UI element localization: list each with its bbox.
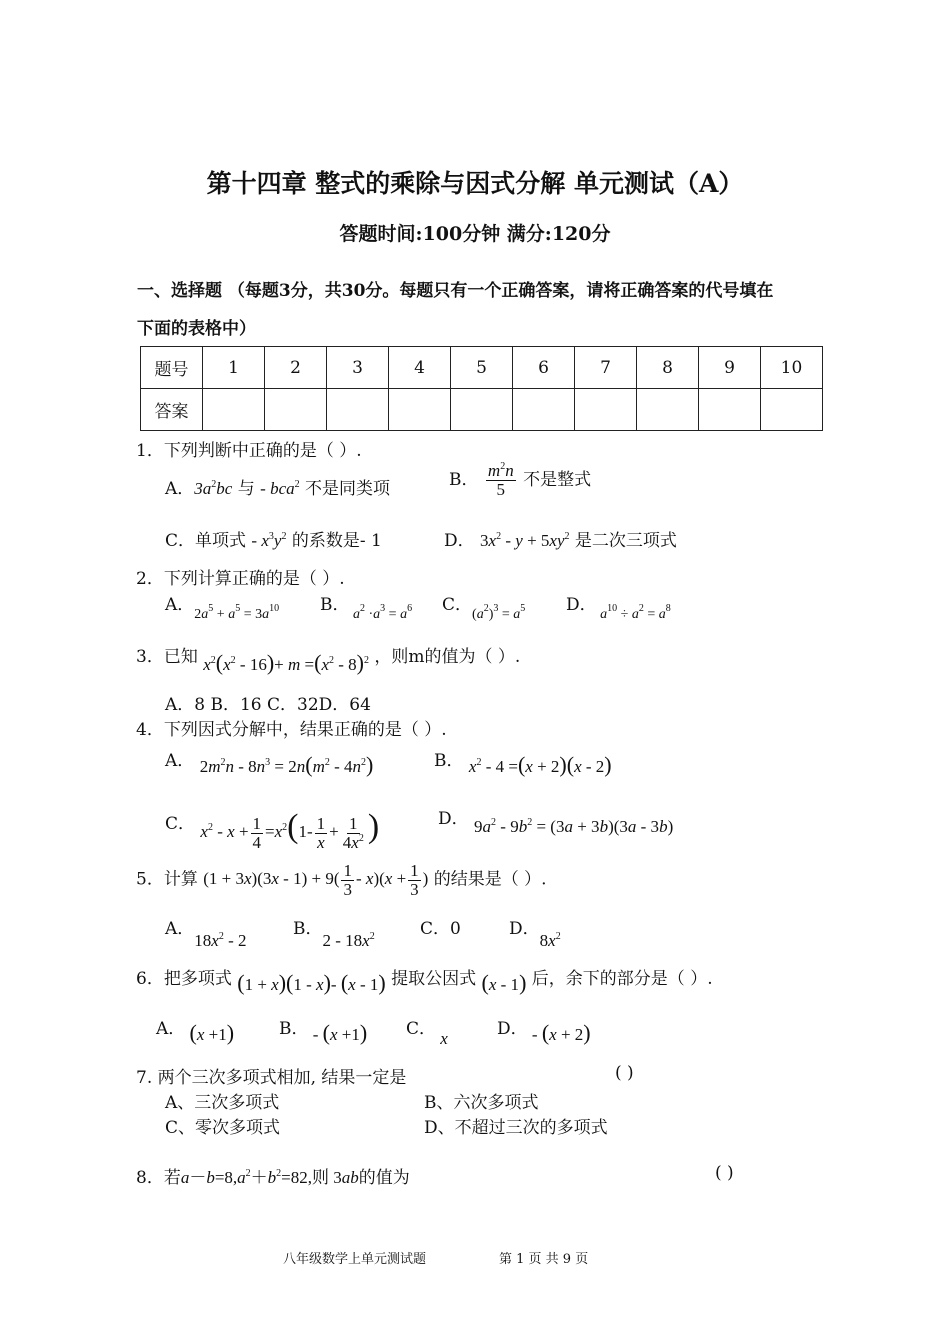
q5-option-b: B．$2 - 18x^2$ xyxy=(293,919,375,950)
q6-option-b: B． - (x +1) xyxy=(279,1019,368,1045)
q5-stem: 5．计算 (1 + 3x)(3x - 1) + 9( $\frac{1}{3}$ - x)(x + $\frac{1}{3}$ ) 的结果是（ ）. xyxy=(136,861,547,899)
q7-option-d: D、不超过三次的多项式 xyxy=(424,1118,608,1138)
q6-option-c: C． x xyxy=(406,1019,448,1048)
q7-answer-paren: ( ) xyxy=(615,1063,634,1083)
q4-stem: 4．下列因式分解中，结果正确的是（ ）. xyxy=(136,720,447,740)
col-number: 1 xyxy=(203,347,265,389)
col-number: 4 xyxy=(389,347,451,389)
col-number: 9 xyxy=(699,347,761,389)
q2-option-b: B． $_{a^2 \cdot a^3 = a^6}$ xyxy=(320,595,413,622)
q7-option-a: A、三次多项式 xyxy=(165,1093,280,1113)
q1-option-c: C．单项式 - $x^3y^2$ 的系数是- 1 xyxy=(165,531,382,551)
q1-option-d: D． $3x^2 - y + 5xy^2$ 是二次三项式 xyxy=(444,531,677,551)
q7-option-c: C、零次多项式 xyxy=(165,1118,281,1138)
q4-option-a: A． $2m^2n - 8n^3 = 2n(m^2 - 4n^2)$ xyxy=(165,751,374,777)
q6-option-d: D． - (x + 2) xyxy=(497,1019,591,1045)
q7-option-b: B、六次多项式 xyxy=(424,1093,539,1113)
q4-option-b: B． $x^2 - 4 =(x + 2)(x - 2)$ xyxy=(434,751,612,777)
row-label-answer: 答案 xyxy=(141,389,203,431)
q2-stem: 2．下列计算正确的是（ ）. xyxy=(136,569,345,589)
col-number: 3 xyxy=(327,347,389,389)
footer-page-number: 第 1 页 共 9 页 xyxy=(499,1252,589,1267)
q3-stem: 3．已知 $x^2(x^2 - 16)+ m =(x^2 - 8)^2$ ，则m的值为（ ）. xyxy=(136,647,521,675)
answer-cell[interactable] xyxy=(575,389,637,431)
q2-option-a: A．$_{2a^5 + a^5 = 3a^{10}}$ xyxy=(165,595,280,622)
answer-table xyxy=(140,346,823,431)
q8-stem: 8．若$a-b=8,a^2+b^2=82$,则 3ab的值为 xyxy=(136,1168,410,1188)
answer-cell[interactable] xyxy=(513,389,575,431)
q5-option-a: A．$18x^2 - 2$ xyxy=(165,919,247,950)
q2-option-d: D． $_{a^{10} \div a^2 = a^8}$ xyxy=(566,595,671,622)
section-heading-line1: 一、选择题 （每题3分，共30分。每题只有一个正确答案，请将正确答案的代号填在 xyxy=(137,281,774,301)
q5-option-c: C．0 xyxy=(420,919,461,939)
q6-stem: 6．把多项式 (1 + x)(1 - x)- (x - 1) 提取公因式 (x - 1) 后，余下的部分是（ ）. xyxy=(136,969,713,995)
col-number: 2 xyxy=(265,347,327,389)
q4-option-d: D． $9a^2 - 9b^2 = (3a + 3b)(3a - 3b)$ xyxy=(438,809,674,836)
page-title: 第十四章 整式的乘除与因式分解 单元测试（A） xyxy=(206,169,744,198)
answer-cell[interactable] xyxy=(761,389,823,431)
page-subtitle: 答题时间:100分钟 满分:120分 xyxy=(339,223,611,245)
col-number: 6 xyxy=(513,347,575,389)
answer-cell[interactable] xyxy=(203,389,265,431)
answer-table-answer-row xyxy=(141,389,823,431)
col-number: 7 xyxy=(575,347,637,389)
q1-stem: 1．下列判断中正确的是（ ）. xyxy=(136,441,362,461)
answer-cell[interactable] xyxy=(327,389,389,431)
q1-option-b: B． $\frac{m^2n}{5}$ 不是整式 xyxy=(449,461,592,499)
answer-cell[interactable] xyxy=(389,389,451,431)
answer-cell[interactable] xyxy=(265,389,327,431)
row-label-number: 题号 xyxy=(141,347,203,389)
answer-cell[interactable] xyxy=(699,389,761,431)
q8-answer-paren: ( ) xyxy=(715,1163,734,1183)
q7-stem: 7. 两个三次多项式相加, 结果一定是 xyxy=(136,1068,407,1088)
footer-title: 八年级数学上单元测试题 xyxy=(283,1252,427,1267)
q3-options: A．8 B．16 C．32D．64 xyxy=(165,695,371,715)
col-number: 5 xyxy=(451,347,513,389)
q1-option-a: A．$3a^2bc$ 与 - bca$^2$ 不是同类项 xyxy=(165,479,391,499)
answer-cell[interactable] xyxy=(451,389,513,431)
col-number: 10 xyxy=(761,347,823,389)
col-number: 8 xyxy=(637,347,699,389)
answer-table-header-row xyxy=(141,347,823,389)
q5-option-d: D．$8x^2$ xyxy=(509,919,561,950)
q6-option-a: A． (x +1) xyxy=(156,1019,235,1045)
q4-option-c: C． $x^2$ - x + $\frac{1}{4}$ $=x^2(1-$ $\frac{1}{x}$ + $\frac{1}{4x^2}$ ) xyxy=(165,808,380,852)
section-heading-line2: 下面的表格中） xyxy=(137,319,256,339)
answer-cell[interactable] xyxy=(637,389,699,431)
q2-option-c: C．$_{(a^2)^3 = a^5}$ xyxy=(442,595,526,622)
